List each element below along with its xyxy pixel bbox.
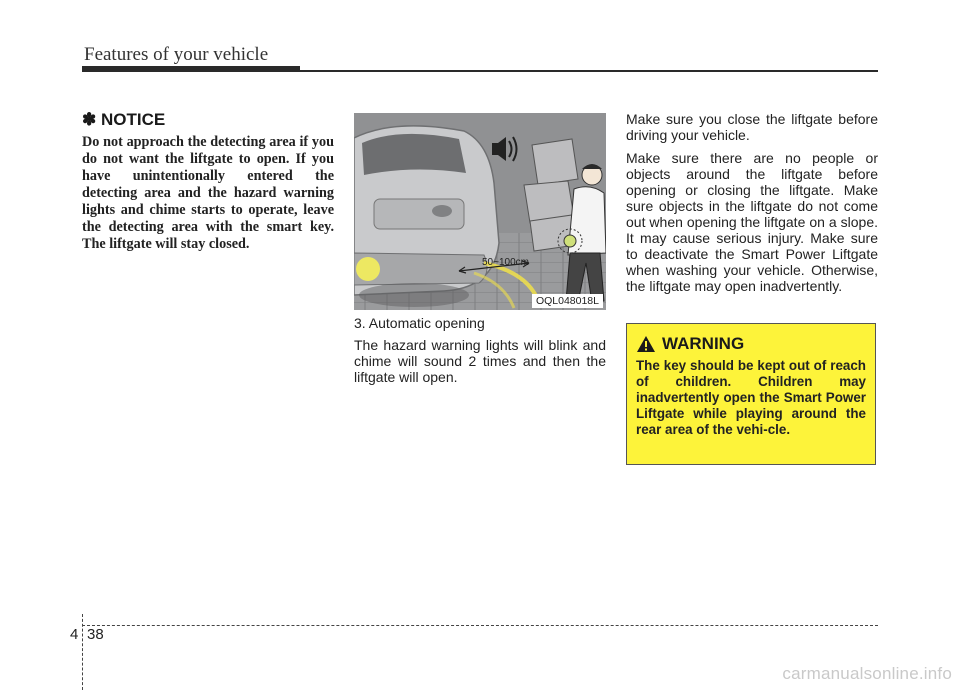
- warning-box: [626, 323, 876, 465]
- step-heading: 3. Automatic opening: [354, 315, 485, 331]
- notice-heading: [82, 110, 334, 130]
- notice-section: [82, 110, 334, 253]
- notice-asterisk-icon: ✽: [82, 110, 97, 129]
- page-number: 38: [87, 626, 104, 643]
- page-header-title: Features of your vehicle: [84, 44, 269, 65]
- distance-label: 50~100cm: [482, 257, 529, 268]
- step-section: [354, 315, 606, 391]
- footer-rule: [82, 625, 878, 626]
- step-body: The hazard warning lights will blink and chime will sound 2 times and then the liftgate will open.: [354, 337, 606, 385]
- illustration-graphic: [354, 113, 606, 310]
- watermark: carmanualsonline.info: [782, 664, 952, 683]
- header-rule: [300, 70, 878, 72]
- notice-title: NOTICE: [100, 110, 166, 129]
- warning-title: WARNING: [662, 334, 745, 353]
- warning-header: [636, 334, 866, 354]
- liftgate-close-paragraph: Make sure you close the liftgate before driving your vehicle.: [626, 111, 878, 143]
- figure-caption: OQL048018L: [532, 294, 603, 308]
- header-bar: [82, 66, 300, 72]
- warning-triangle-icon: [636, 335, 656, 353]
- section-number: 4: [70, 626, 79, 643]
- notice-body: Do not approach the detecting area if you do not want the liftgate to open. If you have unintentionally entered the detecting area and the hazard warning lights and chime starts to operate, leave the detecting area with the smart key. The liftgate will stay closed.: [82, 134, 334, 252]
- footer-divider: [82, 614, 83, 690]
- right-column: [626, 111, 878, 301]
- warning-body: The key should be kept out of reach of children. Children may inadvertently open the Smart Power Liftgate while playing around the rear area of the vehi-cle.: [636, 358, 866, 437]
- liftgate-illustration: [354, 113, 606, 310]
- safety-paragraph: Make sure there are no people or objects around the liftgate before opening or closing the liftgate. Make sure objects in the liftgate do not come out when opening the liftgate on a slope. It may cause serious injury. Make sure to deactivate the Smart Power Liftgate when washing your vehicle. Otherwise, the liftgate may open inadvertently.: [626, 150, 878, 294]
